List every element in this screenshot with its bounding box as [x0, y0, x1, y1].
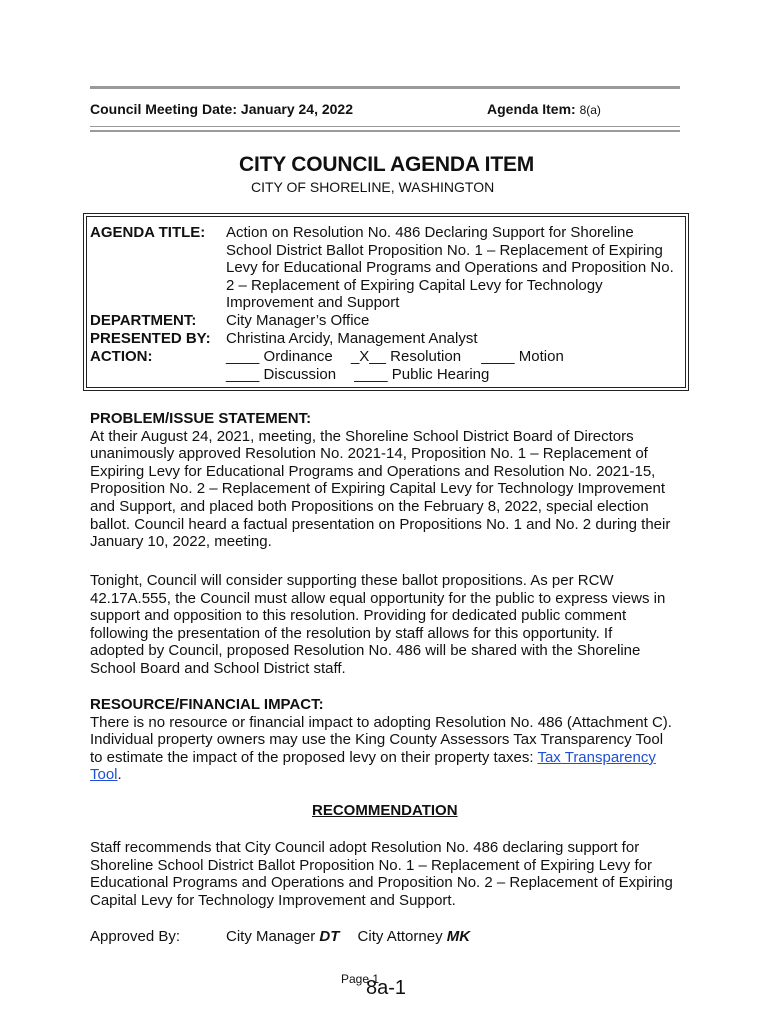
agenda-title-line: Action on Resolution No. 486 Declaring Support for Shoreline	[226, 224, 634, 241]
resource-line-suffix: .	[117, 766, 122, 784]
problem-para2	[90, 572, 665, 678]
resource-section	[90, 696, 672, 784]
resolution-mark: _X__	[350, 348, 386, 365]
problem-para2-line: 42.17A.555, the Council must allow equal opportunity for the public to express views in	[90, 589, 666, 607]
agenda-title-label: AGENDA TITLE:	[90, 224, 206, 241]
resource-line: Individual property owners may use the King County Assessors Tax Transparency Tool	[90, 731, 664, 749]
approved-by-label: Approved By:	[90, 928, 181, 945]
city-manager-label: City Manager	[226, 928, 316, 945]
discussion-option: Discussion	[263, 366, 337, 383]
resource-line-prefix: to estimate the impact of the proposed levy on their property taxes:	[90, 748, 538, 766]
problem-para1-line: Expiring Levy for Educational Programs and Operations and Resolution No. 2021-15,	[90, 462, 656, 480]
page-stamp: 8a-1	[366, 977, 407, 999]
approval-signoffs	[226, 928, 470, 946]
problem-para2-line: following the presentation of the resolution by staff allows for this opportunity. If	[90, 624, 613, 642]
discussion-blank: ____	[226, 366, 260, 383]
resource-line: There is no resource or financial impact to adopting Resolution No. 486 (Attachment C).	[90, 713, 672, 731]
recommendation-line: Shoreline School District Ballot Proposition No. 1 – Replacement of Expiring Levy for	[90, 856, 652, 874]
agenda-title-text	[226, 224, 674, 312]
problem-section	[90, 410, 670, 551]
public-hearing-option: Public Hearing	[391, 366, 490, 383]
recommendation-heading: RECOMMENDATION	[312, 802, 458, 819]
city-attorney-initials: MK	[446, 928, 471, 945]
problem-para1-line: At their August 24, 2021, meeting, the Shoreline School District Board of Directors	[90, 427, 634, 445]
meeting-date	[90, 101, 353, 119]
ordinance-option: Ordinance	[263, 348, 333, 365]
agenda-item-value: 8(a)	[579, 103, 601, 117]
page-number: Page 1	[341, 972, 380, 986]
tax-transparency-link-continued[interactable]: Tool	[90, 766, 118, 784]
recommendation-line: Educational Programs and Operations and Proposition No. 2 – Replacement of Expiring	[90, 874, 673, 892]
recommendation-line: Capital Levy for Technology Improvement and Support.	[90, 891, 456, 909]
agenda-item	[487, 101, 601, 120]
meeting-date-label: Council Meeting Date:	[90, 101, 238, 117]
header-bottom-rule-2	[90, 130, 680, 132]
action-label: ACTION:	[90, 348, 153, 365]
problem-para1-line: ballot. Council heard a factual presentation on Propositions No. 1 and No. 2 during their	[90, 515, 671, 533]
resource-line	[90, 766, 672, 784]
ordinance-blank: ____	[226, 348, 260, 365]
problem-para2-line: Tonight, Council will consider supporting these ballot propositions. As per RCW	[90, 572, 614, 589]
presented-by-value: Christina Arcidy, Management Analyst	[226, 330, 478, 347]
problem-para1-line: Proposition No. 2 – Replacement of Expiring Capital Levy for Technology Improvement	[90, 480, 666, 498]
agenda-title-line: School District Ballot Proposition No. 1 – Replacement of Expiring	[226, 241, 663, 259]
problem-para1-line: unanimously approved Resolution No. 2021-14, Proposition No. 1 – Replacement of	[90, 445, 648, 463]
meeting-date-value: January 24, 2022	[240, 101, 353, 117]
problem-para1-line: January 10, 2022, meeting.	[90, 533, 272, 551]
recommendation-text	[90, 839, 673, 909]
page-title: CITY COUNCIL AGENDA ITEM	[239, 153, 535, 176]
resolution-option: Resolution	[390, 348, 462, 365]
action-row-2	[226, 366, 489, 384]
department-value: City Manager’s Office	[226, 312, 370, 329]
presented-by-label: PRESENTED BY:	[90, 330, 211, 347]
problem-para2-line: support and opposition to this resolution. Providing for dedicated public comment	[90, 607, 627, 625]
motion-option: Motion	[518, 348, 564, 365]
city-manager-initials: DT	[319, 928, 340, 945]
action-row-1	[226, 348, 564, 366]
public-hearing-blank: ____	[354, 366, 388, 383]
header-top-rule	[90, 86, 680, 89]
department-label: DEPARTMENT:	[90, 312, 197, 329]
city-attorney-label: City Attorney	[357, 928, 443, 945]
recommendation-line: Staff recommends that City Council adopt Resolution No. 486 declaring support for	[90, 839, 640, 856]
problem-para2-line: School Board and School District staff.	[90, 659, 346, 677]
motion-blank: ____	[481, 348, 515, 365]
agenda-item-label: Agenda Item:	[487, 101, 576, 117]
problem-para1-line: and Support, and placed both Propositions on the February 8, 2022, special election	[90, 497, 649, 515]
agenda-title-line: Improvement and Support	[226, 294, 400, 312]
problem-heading: PROBLEM/ISSUE STATEMENT:	[90, 410, 312, 427]
page-subtitle: CITY OF SHORELINE, WASHINGTON	[251, 179, 495, 195]
resource-line	[90, 749, 672, 767]
agenda-title-line: 2 – Replacement of Expiring Capital Levy for Technology	[226, 276, 603, 294]
tax-transparency-link[interactable]: Tax Transparency	[537, 748, 656, 766]
problem-para2-line: adopted by Council, proposed Resolution No. 486 will be shared with the Shoreline	[90, 642, 641, 660]
agenda-title-line: Levy for Educational Programs and Operations and Proposition No.	[226, 259, 674, 277]
header-bottom-rule	[90, 126, 680, 127]
resource-heading: RESOURCE/FINANCIAL IMPACT:	[90, 696, 324, 713]
